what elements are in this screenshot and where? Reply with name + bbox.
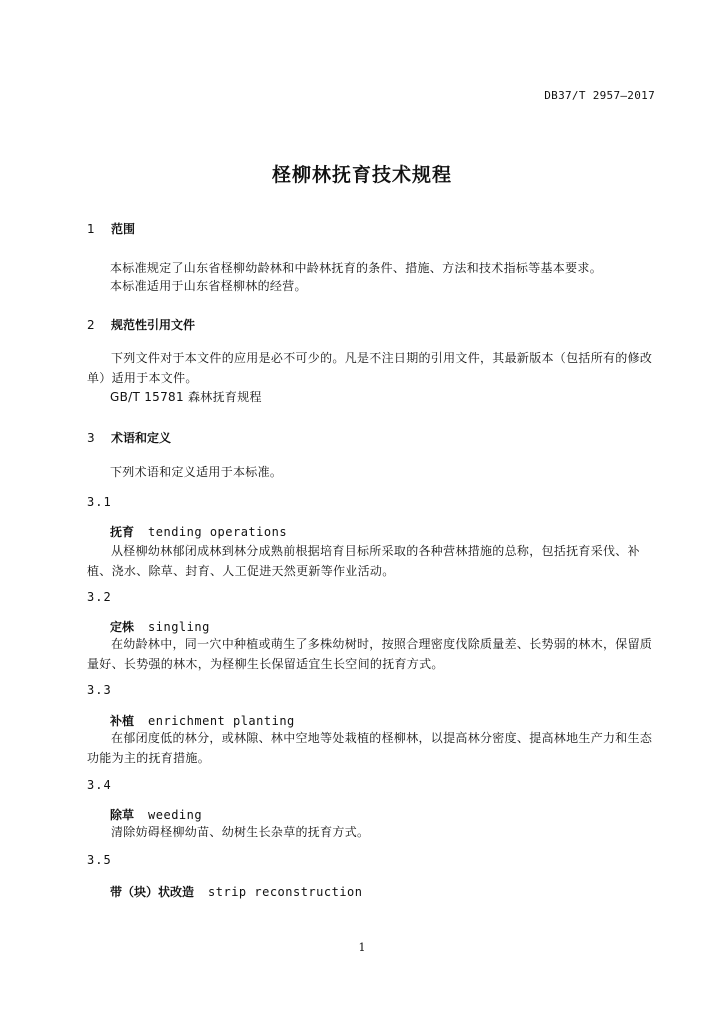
term-english: tending operations — [148, 525, 288, 539]
reference-gbt-15781: GB/T 15781 森林抚育规程 — [110, 390, 262, 404]
section-1-heading — [87, 220, 135, 237]
term-definition: 在郁闭度低的林分，或林隙、林中空地等处栽植的柽柳林，以提高林分密度、提高林地生产力和生态功能为主的抚育措施。 — [87, 731, 653, 765]
term-entry — [110, 618, 210, 635]
term-entry — [110, 883, 363, 900]
term-chinese: 带（块）状改造 — [110, 885, 195, 899]
terms-intro-paragraph: 下列术语和定义适用于本标准。 — [110, 465, 283, 479]
term-chinese: 抚育 — [110, 525, 135, 539]
section-3-heading — [87, 429, 171, 446]
term-entry — [110, 712, 295, 729]
section-title: 范围 — [111, 222, 136, 236]
term-english: singling — [148, 620, 210, 634]
document-title: 柽柳林抚育技术规程 — [271, 164, 452, 186]
standard-code: DB37/T 2957—2017 — [544, 89, 655, 102]
term-english: weeding — [148, 808, 203, 822]
normative-references-paragraph: 下列文件对于本文件的应用是必不可少的。凡是不注日期的引用文件，其最新版本（包括所有的修改单）适用于本文件。 — [87, 351, 653, 385]
section-title: 规范性引用文件 — [111, 318, 196, 332]
term-entry — [110, 523, 287, 540]
section-title: 术语和定义 — [111, 431, 172, 445]
term-chinese: 定株 — [110, 620, 135, 634]
scope-paragraph-2: 本标准适用于山东省柽柳林的经营。 — [110, 279, 307, 293]
term-definition: 在幼龄林中，同一穴中种植或萌生了多株幼树时，按照合理密度伐除质量差、长势弱的林木，保留质量好、长势强的林木，为柽柳生长保留适宜生长空间的抚育方式。 — [87, 637, 653, 671]
clause-number: 3.2 — [87, 590, 112, 604]
term-english: enrichment planting — [148, 714, 295, 728]
term-english: strip reconstruction — [208, 885, 363, 899]
section-number: 1 — [87, 222, 95, 236]
clause-number: 3.5 — [87, 853, 112, 867]
term-definition: 从柽柳幼林郁闭成林到林分成熟前根据培育目标所采取的各种营林措施的总称，包括抚育采伐、补植、浇水、除草、封育、人工促进天然更新等作业活动。 — [87, 544, 640, 578]
term-chinese: 除草 — [110, 808, 135, 822]
term-entry — [110, 806, 202, 823]
scope-paragraph-1: 本标准规定了山东省柽柳幼龄林和中龄林抚育的条件、措施、方法和技术指标等基本要求。 — [110, 261, 603, 275]
clause-number: 3.1 — [87, 495, 112, 509]
clause-number: 3.4 — [87, 778, 112, 792]
section-number: 2 — [87, 318, 95, 332]
term-chinese: 补植 — [110, 714, 135, 728]
term-definition: 清除妨碍柽柳幼苗、幼树生长杂草的抚育方式。 — [111, 825, 370, 839]
clause-number: 3.3 — [87, 683, 112, 697]
page-number: 1 — [358, 941, 366, 954]
section-number: 3 — [87, 431, 95, 445]
section-2-heading — [87, 316, 195, 333]
